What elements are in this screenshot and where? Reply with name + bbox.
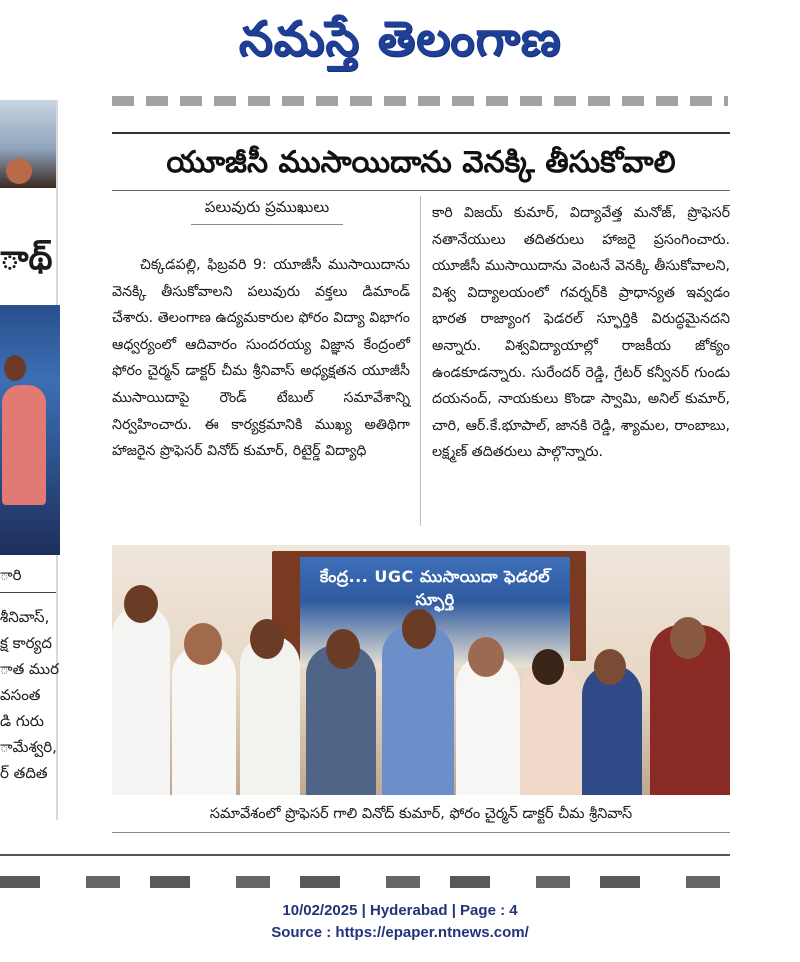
banner-text: కేంద్ర... UGC ముసాయిదా ఫెడరల్ స్ఫూర్తి bbox=[319, 567, 551, 609]
person-head bbox=[532, 649, 564, 685]
person-shirt bbox=[2, 385, 46, 505]
footer-source: Source : https://epaper.ntnews.com/ bbox=[271, 924, 529, 941]
headline-top-rule bbox=[112, 132, 730, 134]
cut-off-headline-fragment bbox=[0, 862, 730, 888]
byline-text: పలువురు ప్రముఖులు bbox=[191, 196, 343, 225]
text-line: ాత ముర bbox=[0, 660, 59, 678]
person-head bbox=[326, 629, 360, 669]
adjacent-headline-fragment: ాథ్ bbox=[0, 238, 53, 278]
adjacent-article-fragment bbox=[0, 100, 62, 830]
person-head bbox=[250, 619, 284, 659]
text-line: క్ష కార్యద bbox=[0, 634, 52, 652]
byline bbox=[112, 196, 422, 225]
person-head bbox=[4, 355, 26, 381]
person-head bbox=[594, 649, 626, 685]
text-line: శీనివాస్, bbox=[0, 608, 50, 626]
caption-rule bbox=[112, 832, 730, 833]
person bbox=[112, 605, 170, 795]
text-line: డి గురు bbox=[0, 712, 44, 730]
footer-date-page: 10/02/2025 | Hyderabad | Page : 4 bbox=[282, 902, 518, 919]
column-separator bbox=[420, 196, 421, 526]
article-photo bbox=[112, 545, 730, 795]
person-head bbox=[124, 585, 158, 623]
article-column-left bbox=[112, 252, 410, 465]
person-head bbox=[468, 637, 504, 677]
headline-bottom-rule bbox=[112, 190, 730, 191]
cut-off-text-line bbox=[112, 96, 728, 106]
person-head bbox=[402, 609, 436, 649]
text-line: ామేశ్వరి, bbox=[0, 738, 57, 756]
masthead bbox=[0, 0, 800, 78]
adjacent-text-fragment bbox=[0, 604, 62, 786]
adjacent-caption-fragment: ారి bbox=[0, 566, 22, 584]
text-line: ర్ తదిత bbox=[0, 764, 48, 782]
page-footer bbox=[0, 900, 800, 944]
article-body-left: చిక్కడపల్లి, ఫిబ్రవరి 9: యూజీసీ ముసాయిదాను వెనక్కి తీసుకోవాలని పలువురు వక్తలు డిమాండ్ చేశారు. తెలంగాణ ఉద్యమకారుల ఫోరం విద్యా విభాగం ఆధ్వర్యంలో ఆదివారం సుందరయ్య విజ్ఞాన కేంద్రంలో ఫోరం చైర్మన్ డాక్టర్ చీమ శ్రీనివాస్ అధ్యక్షతన యూజీసీ ముసాయిదాపై రౌండ్ టేబుల్ సమావేశాన్ని నిర్వహించారు. ఈ కార్యక్రమానికి ముఖ్య అతిథిగా హాజరైన ప్రొఫెసర్ వినోద్ కుమార్, రిటైర్డ్ విద్యాధి bbox=[112, 257, 410, 460]
person bbox=[172, 645, 236, 795]
person bbox=[382, 625, 454, 795]
person-head bbox=[670, 617, 706, 659]
divider bbox=[0, 592, 56, 593]
newspaper-title: నమస్తే తెలంగాణ bbox=[238, 11, 562, 67]
bottom-rule bbox=[0, 854, 730, 856]
article-column-right bbox=[432, 200, 730, 466]
person-head bbox=[184, 623, 222, 665]
photo-caption: సమావేశంలో ప్రొఫెసర్ గాలి వినోద్ కుమార్, ఫోరం చైర్మన్ డాక్టర్ చీమ శ్రీనివాస్ bbox=[209, 806, 633, 822]
article-body-right: కారి విజయ్ కుమార్, విద్యావేత్త మనోజ్, ప్రొఫెసర్ నతానేయులు తదితరులు హాజరై ప్రసంగించారు. యూజీసీ ముసాయిదాను వెంటనే వెనక్కి తీసుకోవాలని, విశ్వ విద్యాలయంలో గవర్నర్‌కి ప్రాధాన్యత ఇవ్వడం భారత రాజ్యాంగ ఫెడరల్ స్ఫూర్తికి విరుద్ధమైనదని అన్నారు. విశ్వవిద్యాయాల్లో రాజకీయ జోక్యం ఉండకూడన్నారు. సురేందర్ రెడ్డి, గ్రేటర్ కన్వీనర్ గుండు దయనంద్, నాయకులు కొండా స్వామి, అనిల్ కుమార్, చారి, ఆర్.కే.భూపాల్, జానకి రెడ్డి, శ్యామల, రాంబాబు, లక్ష్మణ్ తదితరులు పాల్గొన్నారు. bbox=[432, 205, 730, 461]
person bbox=[240, 635, 300, 795]
text-line: వసంత bbox=[0, 686, 41, 704]
article-headline: యూజీసీ ముసాయిదాను వెనక్కి తీసుకోవాలి bbox=[166, 145, 676, 180]
adjacent-photo-top bbox=[0, 100, 56, 188]
adjacent-photo bbox=[0, 305, 60, 555]
